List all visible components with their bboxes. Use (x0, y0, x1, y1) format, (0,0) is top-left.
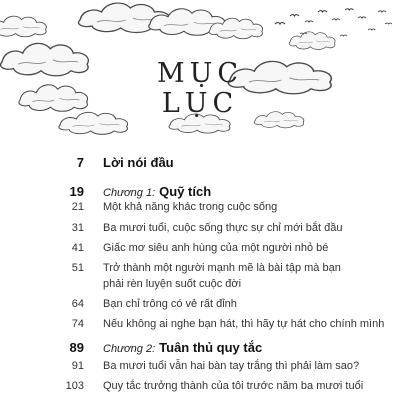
toc-page-number: 64 (71, 298, 84, 310)
toc-entry-label: Bạn chỉ trông có vẻ rất đỉnh (103, 298, 237, 310)
toc-page-number: 21 (71, 201, 84, 213)
toc-entry-label: Trở thành một người mạnh mẽ là bài tập mà bạn (103, 262, 341, 274)
toc-entry-title (103, 242, 328, 254)
toc-entry-title (103, 380, 363, 392)
toc-page-number: 91 (71, 360, 84, 372)
cloud (0, 16, 46, 37)
toc-page-number: 103 (65, 380, 84, 392)
birds-flock (275, 9, 392, 36)
toc-entry-title (103, 184, 211, 199)
toc-page-number: 7 (76, 155, 84, 170)
toc-entry-label: Tuân thủ quy tắc (159, 340, 263, 355)
toc-entry-label: Một khả năng khác trong cuộc sống (103, 201, 278, 213)
toc-entry-label: Quỹ tích (159, 184, 212, 199)
toc-entry-title (103, 318, 384, 330)
toc-page-number: 89 (69, 340, 84, 355)
toc-entry-label: Quy tắc trưởng thành của tôi trước năm ba mươi tuổi (103, 380, 364, 392)
toc-entry-title (103, 262, 341, 274)
toc-page-number: 19 (69, 184, 84, 199)
toc-page-number: 74 (71, 318, 84, 330)
toc-entry-label: Giấc mơ siêu anh hùng của một người nhỏ bé (103, 242, 329, 254)
toc-page-number: 51 (71, 262, 84, 274)
toc-page-number: 41 (71, 242, 84, 254)
toc-page-number: 31 (71, 222, 84, 234)
page-title-line-1: MỤC (156, 58, 244, 89)
toc-entry-label: Lời nói đầu (103, 155, 174, 170)
toc-entry-title (103, 340, 262, 355)
chapter-prefix: Chương 2: (103, 343, 156, 355)
toc-entry-title (103, 222, 343, 234)
toc-entry-label: Ba mươi tuổi vẫn hai bàn tay trắng thì phải làm sao? (103, 360, 360, 372)
toc-entry-label: phải rèn luyện suốt cuộc đời (103, 278, 242, 290)
page-title-line-2: LỤC (161, 88, 239, 119)
toc-entry-label: Ba mươi tuổi, cuộc sống thực sự chỉ mới bắt đầu (103, 222, 343, 234)
chapter-prefix: Chương 1: (103, 187, 156, 199)
toc-entry-label: Nếu không ai nghe bạn hát, thì hãy tự hát cho chính mình (103, 318, 385, 330)
cloud (289, 32, 335, 50)
toc-entry-title (103, 360, 359, 372)
toc-entry-title (103, 201, 277, 213)
toc-entry-title (103, 278, 241, 290)
toc-entry-title (103, 155, 174, 170)
toc-entry-title (103, 298, 237, 310)
